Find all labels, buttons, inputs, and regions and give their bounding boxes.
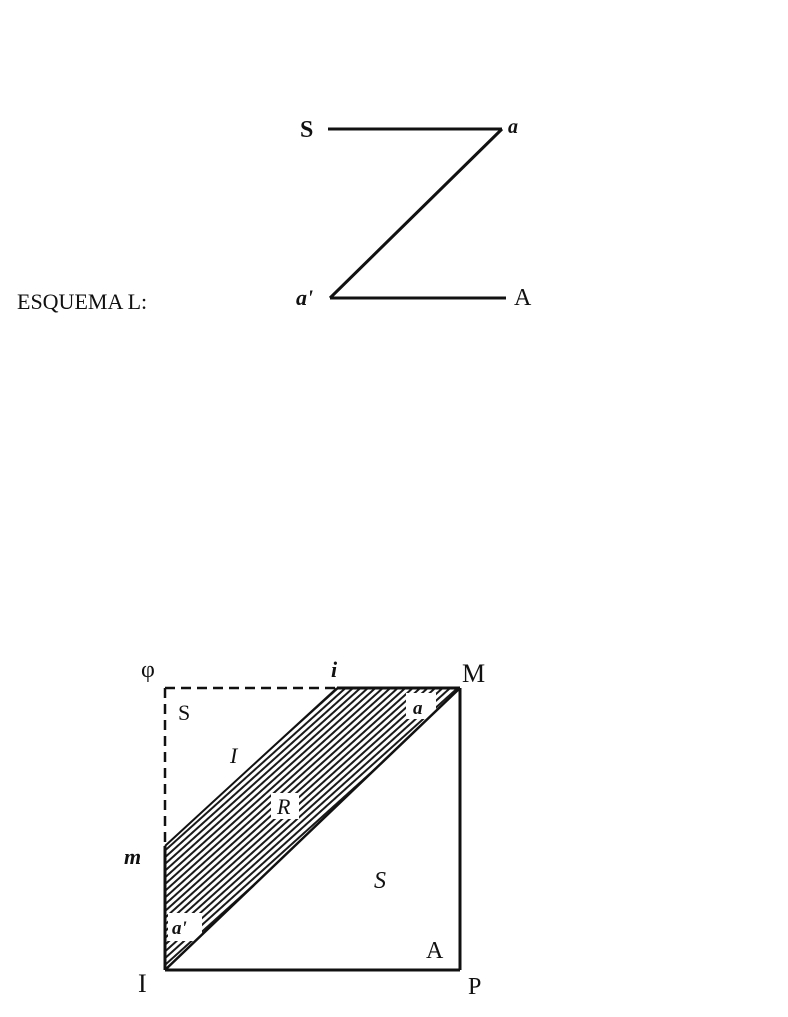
schema-l-label-a: a xyxy=(508,116,518,138)
schema-r-label-i: i xyxy=(331,657,338,682)
schema-r-label-i-corner: I xyxy=(138,969,147,998)
schema-l-caption: ESQUEMA L: xyxy=(17,289,148,314)
schema-l-line-a-aprime xyxy=(330,129,502,298)
schema-r-label-a: a xyxy=(413,698,423,719)
schema-l xyxy=(17,116,532,314)
schema-r-label-s: S xyxy=(178,700,191,725)
schema-r-label-big-a: A xyxy=(426,938,444,964)
schema-r-label-script-s: S xyxy=(374,868,386,894)
schema-r-label-phi: φ xyxy=(141,657,155,683)
schema-r-label-r: R xyxy=(277,794,291,819)
schema-l-label-s: S xyxy=(300,117,314,143)
schema-r-label-p: P xyxy=(468,974,482,1000)
schema-r-label-imaginary-i: I xyxy=(230,743,238,768)
schema-l-label-big-a: A xyxy=(514,285,532,311)
schema-l-label-a-prime: a' xyxy=(296,285,314,310)
schema-r-label-a-prime: a' xyxy=(172,918,187,939)
schema-r-label-m-lower: m xyxy=(124,844,142,869)
schema-r-label-m: M xyxy=(462,659,486,688)
schema-r xyxy=(124,657,485,1000)
